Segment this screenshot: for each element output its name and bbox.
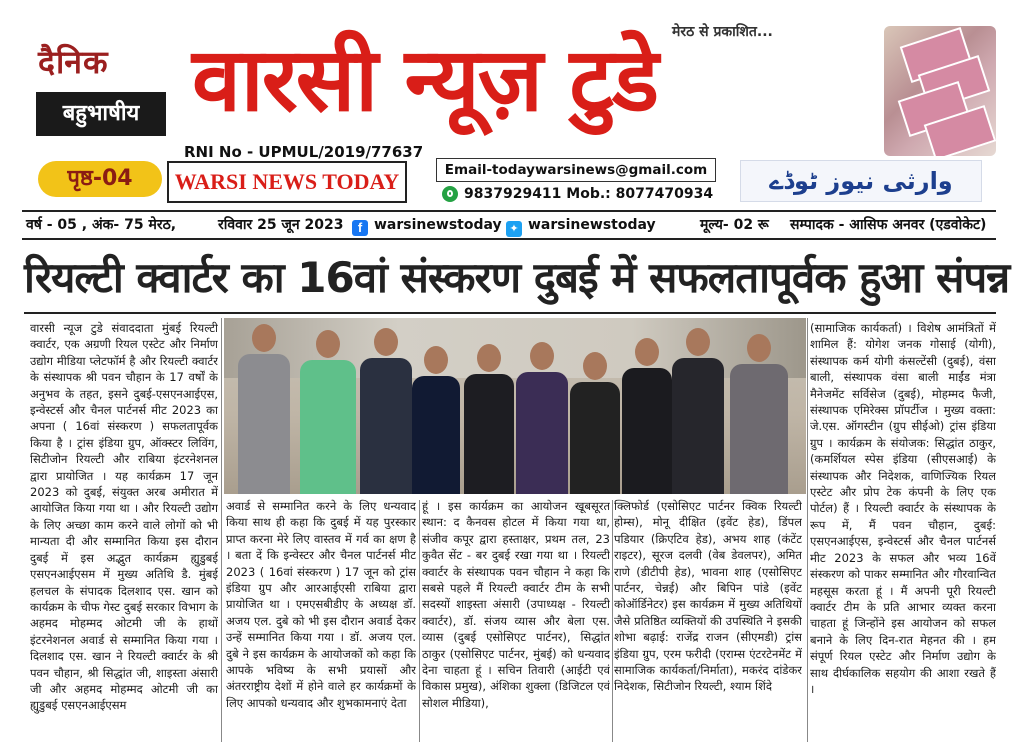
- article-column-5: (सामाजिक कार्यकर्ता) । विशेष आमंत्रितों में शामिल हैं: योगेश जनक गोसाई (योगी), संस्थापक कर्म योगी कंसल्टेंसी (दुबई), वंसा बाली, संस्थापक वंसा बाली माईंड मंत्रा मैनेजमेंट सर्विसेज (दुबई), मोहम्मद फैजी, संस्थापक एमिरेक्स प्रॉपर्टीज । मुख्य वक्ता: जे.एस. ऑगस्टीन (ग्रुप सीईओ) ट्रांस इंडिया ग्रुप । कार्यक्रम के संयोजक: सिद्धांत ठाकुर, (कमर्शियल स्पेस इंडिया (सीएसआई) के संस्थापक और निदेशक, वाणिज्यिक रियल एस्टेट और प्रोप टेक कंपनी के लिए एक पोर्टल) हैं । रियल्टी क्वार्टर के संस्थापक के रूप में, मैं पवन चौहान, दुबई: एसएनआईएस, इन्वेस्टर्स और चैनल पार्टनर्स मीट 2023 के सफल और भव्य 16वें संस्करण को पाकर सम्मानित और गौरवान्वित महसूस करता हूं । मैं अपनी पूरी रियल्टी क्वार्टर टीम के प्रति आभार व्यक्त करना चाहता हूं जिन्होंने इस आयोजन को सफल बनाने के लिए दिन-रात मेहनत की । हम संपूर्ण रियल एस्टेट और निर्माण उद्योग के साथ दीर्घकालिक सहयोग की आशा रखते हैं ।: [810, 321, 996, 696]
- column-divider: [419, 500, 420, 742]
- facebook-text: warsinewstoday: [374, 217, 502, 233]
- twitter-icon: ✦: [506, 221, 522, 237]
- urdu-title-logo: وارثی نیوز ٹوڈے: [740, 160, 982, 202]
- issue-number: वर्ष - 05 , अंक- 75 मेरठ,: [26, 217, 177, 233]
- column-divider: [612, 500, 613, 742]
- facebook-icon: f: [352, 220, 368, 236]
- headline: रियल्टी क्वार्टर का 16वां संस्करण दुबई में सफलतापूर्वक हुआ संपन्न: [24, 253, 1010, 302]
- twitter-handle: [506, 212, 656, 238]
- price: मूल्य- 02 रू: [700, 217, 769, 233]
- dainik-label: दैनिक: [38, 43, 109, 81]
- bahubhashiya-label: बहुभाषीय: [36, 92, 166, 136]
- newspaper-brand-name: वारसी न्यूज़ टुडे: [192, 28, 657, 131]
- column-divider: [807, 318, 808, 742]
- issue-info-bar: [22, 210, 996, 240]
- whatsapp-icon: [442, 186, 458, 202]
- article-column-1: वारसी न्यूज टुडे संवाददाता मुंबई रियल्टी क्वार्टर, एक अग्रणी रियल एस्टेट और निर्माण उद्योग मीडिया प्लेटफॉर्म है और रियल्टी क्वार्टर के संस्थापक श्री पवन चौहान के 17 वर्षों के अनुभव के तहत, इसने दुबई-एसएनआईएस, इन्वेस्टर्स और चैनल पार्टनर्स मीट 2023 का अपना ( 16वां संस्करण ) सफलतापूर्वक किया है । ट्रांस इंडिया ग्रुप, ऑक्स्टर लिविंग, सिटीजोन रियल्टी और राबिया इंटरनेशनल द्वारा प्रायोजित । यह कार्यक्रम 17 जून 2023 को दुबई, संयुक्त अरब अमीरात में आयोजित किया गया था । और रियल्टी उद्योग के लिए अच्छा काम करने वाले लोगों को भी मान्यता दी और सम्मानित किया इस दौरान दुबई में इस अद्भुत कार्यक्रम ह्युडुबई एसएनआईएसम में मुख्य अतिथि डै. मुंबई हलचल के संपादक दिलशाद एस. खान को कार्यक्रम के चीफ गेस्ट दुबई सरकार विभाग के अहमद मोहम्मद ओटमी जी के हाथों इंटरनेशनल अवार्ड से सम्मानित किया गया । दिलशाद एस. खान ने रियल्टी क्वार्टर के श्री पवन चौहान, श्री सिद्धांत जी, शाइस्ता अंसारी जी और अहमद मोहम्मद ओटमी जी का ह्युडुबई एसएनआईएसम: [30, 321, 218, 713]
- column-divider: [221, 318, 222, 742]
- published-from: मेरठ से प्रकाशित...: [672, 24, 773, 40]
- phone-line: [442, 186, 713, 202]
- event-group-photo: [224, 318, 806, 494]
- issue-date: रविवार 25 जून 2023: [218, 217, 344, 233]
- currency-notes-image: [884, 26, 996, 156]
- article-column-3: हूं । इस कार्यक्रम का आयोजन खूबसूरत स्थान: द कैनवस होटल में किया गया था, संजीव कपूर द्वारा हस्ताक्षर, प्रथम तल, 23 कुवैत सेंट - बर दुबई रखा गया था । रियल्टी क्वार्टर के संस्थापक पवन चौहान ने कहा कि सबसे पहले मैं रियल्टी क्वार्टर टीम के सभी सदस्यों शाइस्ता अंसारी (उपाध्यक्ष - रियल्टी क्वार्टर), डॉ. संजय व्यास और बेला एस. व्यास (दुबई एसोसिएट पार्टनर), सिद्धांत ठाकुर (एसोसिएट पार्टनर, मुंबई) को धन्यवाद देना चाहता हूं । सचिन तिवारी (आईटी एवं विकास प्रमुख), अंशिका शुक्ला (डिजिटल एवं सोशल मीडिया),: [422, 499, 610, 710]
- email-box: Email-todaywarsinews@gmail.com: [436, 158, 716, 182]
- editor-name: सम्पादक - आसिफ अनवर (एडवोकेट): [790, 217, 987, 233]
- facebook-handle: [352, 212, 502, 238]
- english-title-box: WARSI NEWS TODAY: [167, 161, 407, 203]
- rni-number: RNI No - UPMUL/2019/77637: [184, 143, 424, 161]
- twitter-text: warsinewstoday: [528, 217, 656, 233]
- article-column-2: अवार्ड से सम्मानित करने के लिए धन्यवाद किया साथ ही कहा कि दुबई में यह पुरस्कार प्राप्त करना मेरे लिए वास्तव में गर्व का क्षण है । बता दें कि इन्वेस्टर और चैनल पार्टनर्स मीट 2023 ( 16वां संस्करण ) 17 जून को ट्रांस इंडिया ग्रुप और आरआईएसी राबिया द्वारा प्रायोजित था । एमएसबीडीए के अध्यक्ष डॉ. अजय एल. दुबे को भी इस दौरान अवार्ड देकर उन्हें सम्मानित किया गया । डॉ. अजय एल. दुबे ने इस कार्यक्रम के आयोजकों को कहा कि आपके भविष्य के सभी प्रयासों और अंतरराष्ट्रीय देशों में होने वाले हर कार्यक्रमों के लिए आपको धन्यवाद और शुभकामनाएं देता: [226, 499, 416, 710]
- article-column-4: क्लिफोर्ड (एसोसिएट पार्टनर क्विक रियल्टी होम्स), मोनू दीक्षित (इवेंट हेड), डिंपल पडियार (क्रिएटिव हेड), अभय शाह (कंटेंट राइटर), सूरज दलवी (वेब डेवलपर), अमित राणे (डीटीपी हेड), भावना शाह (एसोसिएट पार्टनर, चेन्नई) और बिपिन पांडे (इवेंट कोऑर्डिनेटर) इस कार्यक्रम में मुख्य अतिथियों जैसे प्रतिष्ठित व्यक्तियों की उपस्थिति ने इसकी शोभा बढ़ाई: राजेंद्र राजन (सीएमडी) ट्रांस इंडिया ग्रुप, एरम फरीदी (एराम्स एंटरटेनमेंट में सामाजिक कार्यकर्ता/निर्माता), मकरंद दांडेकर निदेशक, सिटीजोन रियल्टी, श्याम शिंदे: [614, 499, 802, 694]
- phone-numbers: 9837929411 Mob.: 8077470934: [464, 186, 714, 202]
- page-number-badge: पृष्ठ-04: [38, 161, 162, 197]
- headline-rule: [24, 312, 996, 314]
